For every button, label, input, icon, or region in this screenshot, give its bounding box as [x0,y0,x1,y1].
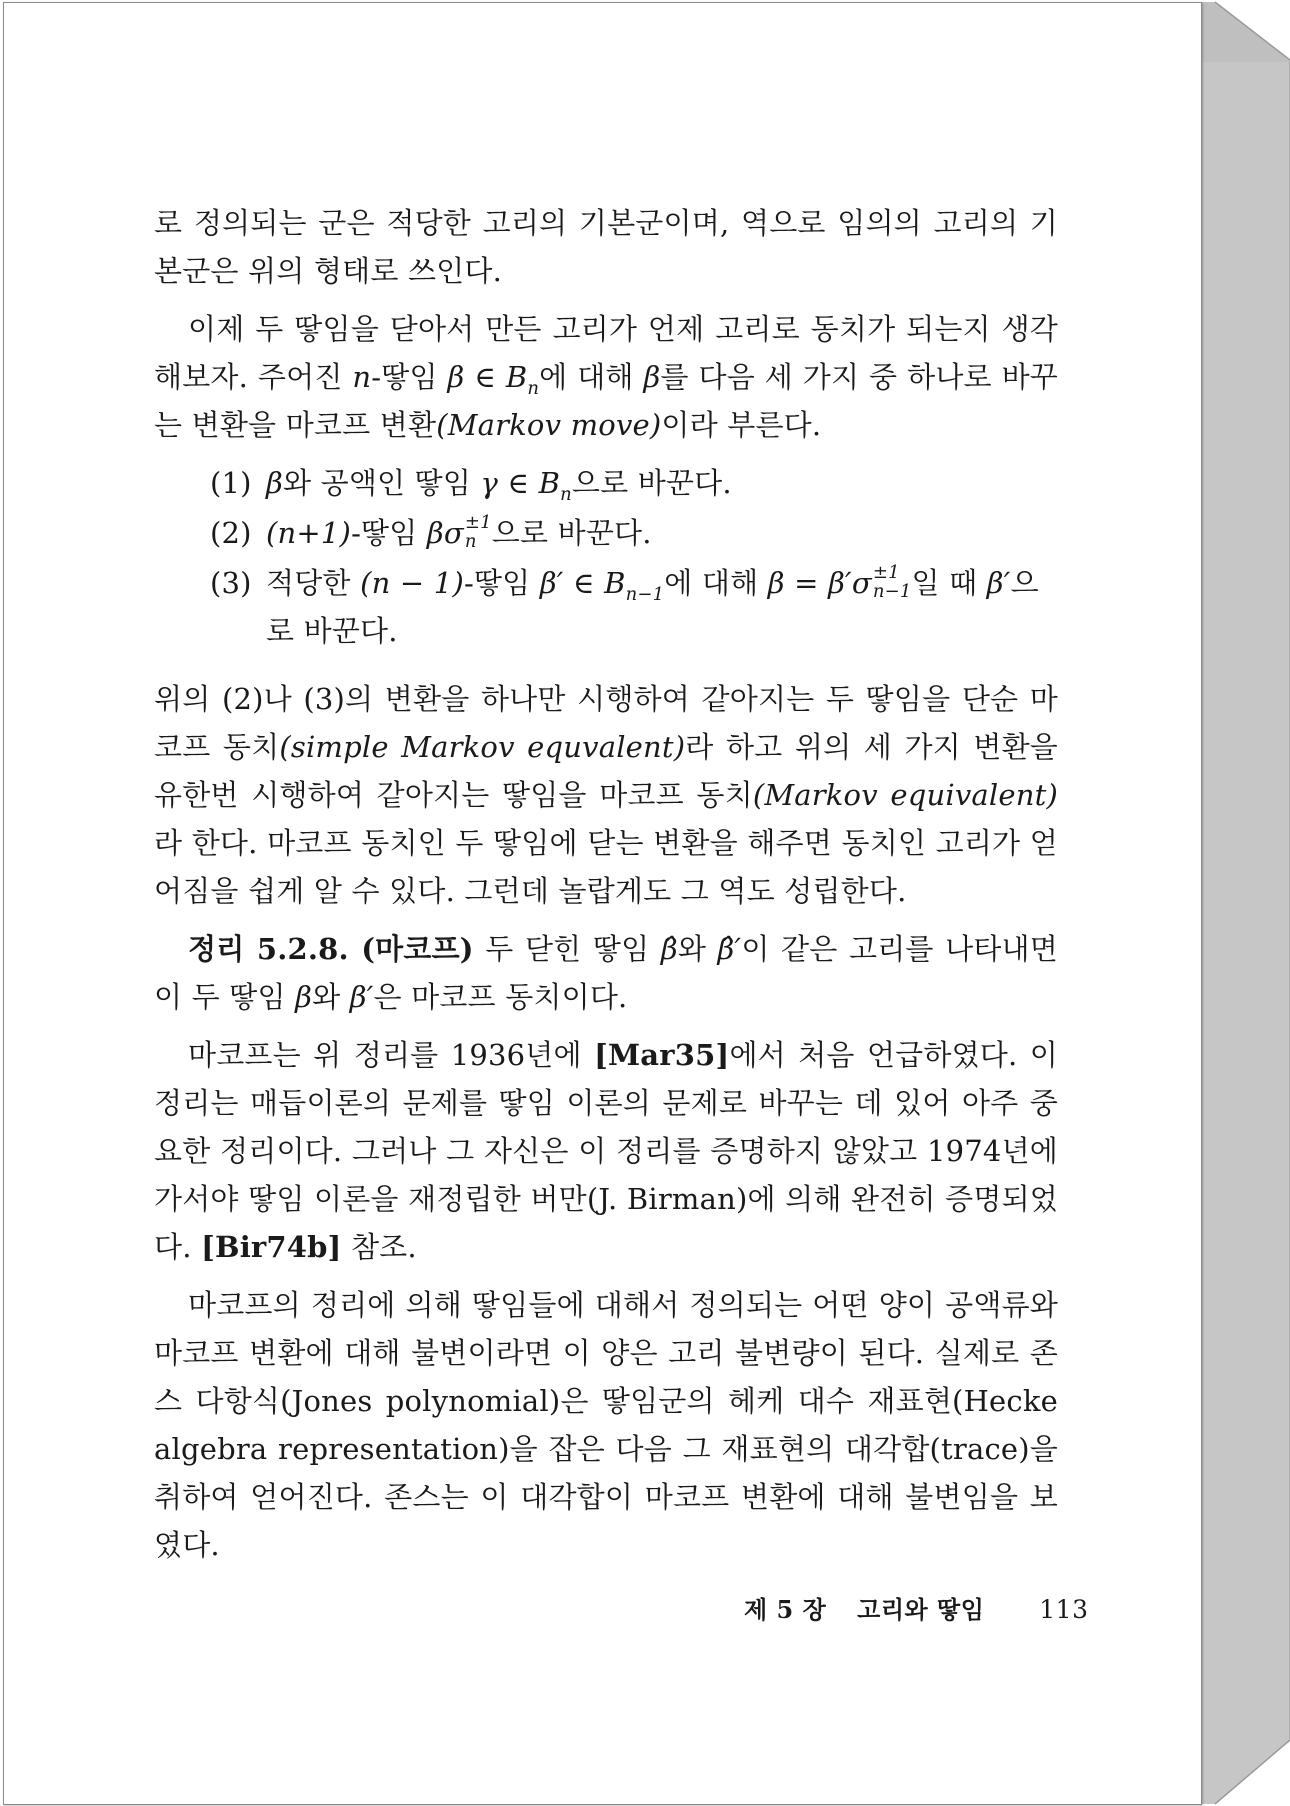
theorem-5-2-8 [154,925,1058,1021]
math-B: B [505,360,528,394]
book-page [3,2,1202,1805]
math-n-minus-1: (n − 1) [360,566,464,600]
math-sub-n-minus-1: n−1 [625,583,665,605]
list-item-text-e: 으로 바꾼다. [266,566,1039,648]
paragraph-4 [154,1031,1058,1271]
list-item-text-a: -땋임 [351,516,427,550]
math-sub-n: n [527,377,540,399]
math-in: ∈ [507,466,530,500]
math-n: n [352,360,372,394]
footer-chapter-title: 고리와 땋임 [857,1595,985,1624]
math-sigma: σ [443,516,464,550]
page-number: 113 [1039,1595,1089,1624]
list-item [210,509,1058,557]
theorem-text-b: 와 [677,932,718,966]
math-beta: β [426,516,444,550]
list-item-text-b: 으로 바꾼다. [571,466,732,500]
paragraph-4-text-c: 에서 처음 언급하였다. 이 정리는 매듭이론의 문제를 땋임 이론의 문제로 바꾸는 데 있어 아주 중요한 정리이다. 그러나 그 자신은 이 정리를 증명하지 않았고 1974년에 가서야 땋임 이론을 재정립한 버만(J. Birman)에 의해 완전히 증명되었다. [154,1038,1058,1264]
math-beta-prime: β′ [828,566,852,600]
math-sigma-indices [465,514,492,552]
theorem-text-e: 은 마코프 동치이다. [373,980,628,1014]
theorem-text-c: 이 같은 고리를 나타내면 이 두 땋임 [154,932,1058,1014]
page-body [154,199,1058,1579]
citation-bir74b: [Bir74b] [201,1230,342,1264]
math-sub-n-minus-1: n−1 [872,581,912,602]
math-sigma: σ [851,566,872,600]
math-beta-hat-prime: β̂′ [717,932,742,966]
theorem-text-a: 두 닫힌 땋임 [473,932,661,966]
math-beta: β [767,566,785,600]
list-item-number: (1) [210,466,252,500]
book-thickness-edge [1199,0,1290,1806]
paragraph-3-text-e: 라 한다. 마코프 동치인 두 땋임에 닫는 변환을 해주면 동치인 고리가 얻어짐을 쉽게 알 수 있다. 그런데 놀랍게도 그 역도 성립한다. [154,826,1058,908]
math-beta: β [266,466,283,500]
list-item-text-c: 에 대해 [664,566,768,600]
math-B: B [538,466,561,500]
math-beta: β [447,360,465,394]
math-in: ∈ [573,566,595,600]
paragraph-3-text-c: 라 하고 위의 세 가지 변환을 유한번 시행하여 같아지는 땋임을 마코프 동치 [154,730,1059,812]
paragraph-2 [154,305,1058,449]
citation-mar35: [Mar35] [594,1038,730,1072]
list-item-text-d: 일 때 [911,566,987,600]
paragraph-4-text-a: 마코프는 위 정리를 1936년에 [188,1038,595,1072]
paragraph-3 [154,675,1058,915]
theorem-text-d: 와 [312,980,350,1014]
math-sup-pm1: ±1 [464,512,492,534]
paragraph-3-term-simple-markov: (simple Markov equvalent) [279,730,686,764]
math-gamma: γ [480,466,499,500]
paragraph-1: 로 정의되는 군은 적당한 고리의 기본군이며, 역으로 임의의 고리의 기본군은 위의 형태로 쓰인다. [154,206,1058,288]
paragraph-5: 마코프의 정리에 의해 땋임들에 대해서 정의되는 어떤 양이 공액류와 마코프 변환에 대해 불변이라면 이 양은 고리 불변량이 된다. 실제로 존스 다항식(Jones polynomial)은 땋임군의 헤케 대수 재표현(Hecke algebra representation)을 잡은 다음 그 재표현의 대각합(trace)을 취하여 얻어진다. 존스는 이 대각합이 마코프 변환에 대해 불변임을 보였다. [154,1288,1058,1562]
math-beta-2: β [643,360,661,394]
paragraph-3-text-a: 위의 (2)나 (3)의 변환을 하나만 시행하여 같아지는 두 땋임을 단순 마코프 동치 [154,682,1058,764]
list-item [210,559,1058,655]
math-sup-pm1: ±1 [872,562,900,584]
list-item [210,459,1058,507]
math-beta-prime: β′ [539,566,564,600]
paragraph-2-text-f: 이라 부른다. [661,408,822,442]
theorem-label: 정리 5.2.8. (마코프) [188,932,474,966]
math-beta: β [295,980,313,1014]
list-item-number: (2) [210,516,252,550]
list-item-text [266,459,1058,507]
math-beta-prime: β′ [986,566,1011,600]
paragraph-2-text-a: 이제 두 땋임을 닫아서 만든 고리가 언제 고리로 동치가 되는지 생각해보자. 주어진 [154,312,1058,394]
paragraph-2-text-c: 에 대해 [539,360,644,394]
math-beta-hat: β̂ [660,932,678,966]
paragraph-2-term-markov-move: (Markov move) [436,408,662,442]
math-equals: = [794,566,819,600]
list-item-text [266,509,1058,557]
paragraph-2-text-d: 를 다음 세 가지 중 하나로 바꾸는 변환을 마코프 변환 [154,360,1059,442]
list-item-text-a: 와 공액인 땋임 [282,466,481,500]
math-sub-n: n [464,531,477,552]
footer-chapter: 제 5 장 [744,1595,827,1624]
list-item-text [266,559,1058,655]
math-B: B [604,566,626,600]
list-item-number: (3) [210,566,252,600]
list-item-text-a: 적당한 [266,566,361,600]
math-n-plus-1: (n+1) [266,516,352,550]
list-item-text-b: 으로 바꾼다. [491,516,652,550]
math-sigma-indices [873,564,912,602]
paragraph-2-text-b: -땋임 [371,360,448,394]
math-sub-n: n [560,483,572,505]
math-beta-prime: β′ [349,980,374,1014]
math-in: ∈ [474,360,497,394]
list-item-text-b: -땋임 [463,566,540,600]
running-footer [744,1590,1089,1625]
markov-move-list [210,459,1058,655]
paragraph-4-text-e: 참조. [341,1230,417,1264]
paragraph-3-term-markov-equivalent: (Markov equivalent) [752,778,1058,812]
